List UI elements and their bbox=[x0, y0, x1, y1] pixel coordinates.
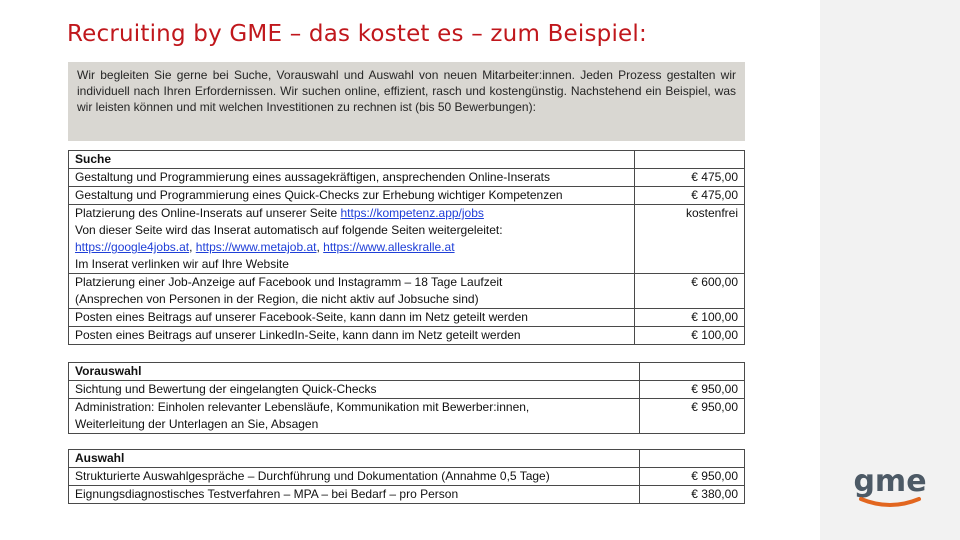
right-sidebar-panel bbox=[820, 0, 960, 540]
price-cell: € 100,00 bbox=[635, 327, 745, 345]
price-cell: € 100,00 bbox=[635, 309, 745, 327]
link-alleskralle[interactable]: https://www.alleskralle.at bbox=[323, 240, 455, 254]
auswahl-table bbox=[68, 449, 745, 504]
table-row bbox=[69, 187, 745, 205]
service-description-multiline bbox=[69, 205, 635, 274]
suche-table bbox=[68, 150, 745, 345]
table-row bbox=[69, 274, 745, 309]
price-cell: kostenfrei bbox=[635, 205, 745, 274]
table-row bbox=[69, 169, 745, 187]
suche-header: Suche bbox=[69, 151, 635, 169]
service-description-multiline bbox=[69, 399, 640, 434]
text-line: (Ansprechen von Personen in der Region, die nicht aktiv auf Jobsuche sind) bbox=[75, 292, 479, 306]
empty-price-cell bbox=[640, 363, 745, 381]
table-header-row bbox=[69, 363, 745, 381]
gme-logo bbox=[853, 465, 927, 515]
empty-price-cell bbox=[635, 151, 745, 169]
service-description-multiline bbox=[69, 274, 635, 309]
empty-price-cell bbox=[640, 450, 745, 468]
link-kompetenz-jobs[interactable]: https://kompetenz.app/jobs bbox=[340, 206, 484, 220]
table-header-row bbox=[69, 450, 745, 468]
price-cell: € 475,00 bbox=[635, 169, 745, 187]
logo-wordmark: gme bbox=[853, 465, 927, 499]
text-line: Im Inserat verlinken wir auf Ihre Website bbox=[75, 257, 289, 271]
vorauswahl-header: Vorauswahl bbox=[69, 363, 640, 381]
text-line: Platzierung des Online-Inserats auf unserer Seite bbox=[75, 206, 341, 220]
intro-text-box: Wir begleiten Sie gerne bei Suche, Vorauswahl und Auswahl von neuen Mitarbeiter:innen. Jeden Prozess gestalten wir individuell nach Ihren Erfordernissen. Wir suchen online, effizient, rasch und kostengünstig. Nachstehend ein Beispiel, was wir leisten können und mit welchen Investitionen zu rechnen ist (bis 50 Bewerbungen): bbox=[68, 62, 745, 141]
text-line: Administration: Einholen relevanter Lebensläufe, Kommunikation mit Bewerber:innen, bbox=[75, 400, 530, 414]
service-description: Gestaltung und Programmierung eines aussagekräftigen, ansprechenden Online-Inserats bbox=[69, 169, 635, 187]
price-cell: € 950,00 bbox=[640, 468, 745, 486]
price-cell: € 950,00 bbox=[640, 381, 745, 399]
table-header-row bbox=[69, 151, 745, 169]
vorauswahl-table bbox=[68, 362, 745, 434]
auswahl-header: Auswahl bbox=[69, 450, 640, 468]
price-cell: € 950,00 bbox=[640, 399, 745, 434]
service-description: Strukturierte Auswahlgespräche – Durchführung und Dokumentation (Annahme 0,5 Tage) bbox=[69, 468, 640, 486]
table-row bbox=[69, 486, 745, 504]
service-description: Sichtung und Bewertung der eingelangten Quick-Checks bbox=[69, 381, 640, 399]
separator: , bbox=[189, 240, 196, 254]
price-cell: € 600,00 bbox=[635, 274, 745, 309]
table-row bbox=[69, 468, 745, 486]
separator: , bbox=[316, 240, 324, 254]
service-description: Posten eines Beitrags auf unserer Facebook-Seite, kann dann im Netz geteilt werden bbox=[69, 309, 635, 327]
service-description: Gestaltung und Programmierung eines Quick-Checks zur Erhebung wichtiger Kompetenzen bbox=[69, 187, 635, 205]
table-row bbox=[69, 205, 745, 274]
link-metajob[interactable]: https://www.metajob.at bbox=[195, 240, 317, 254]
logo-smile-accent bbox=[861, 499, 919, 505]
text-line: Von dieser Seite wird das Inserat automatisch auf folgende Seiten weitergeleitet: bbox=[75, 223, 503, 237]
table-row bbox=[69, 309, 745, 327]
service-description: Eignungsdiagnostisches Testverfahren – MPA – bei Bedarf – pro Person bbox=[69, 486, 640, 504]
table-row bbox=[69, 381, 745, 399]
text-line: Weiterleitung der Unterlagen an Sie, Absagen bbox=[75, 417, 319, 431]
price-cell: € 475,00 bbox=[635, 187, 745, 205]
page-title: Recruiting by GME – das kostet es – zum Beispiel: bbox=[67, 21, 647, 47]
service-description: Posten eines Beitrags auf unserer LinkedIn-Seite, kann dann im Netz geteilt werden bbox=[69, 327, 635, 345]
text-line: Platzierung einer Job-Anzeige auf Facebook und Instagramm – 18 Tage Laufzeit bbox=[75, 275, 503, 289]
table-row bbox=[69, 327, 745, 345]
table-row bbox=[69, 399, 745, 434]
price-cell: € 380,00 bbox=[640, 486, 745, 504]
link-google4jobs[interactable]: https://google4jobs.at bbox=[75, 240, 190, 254]
